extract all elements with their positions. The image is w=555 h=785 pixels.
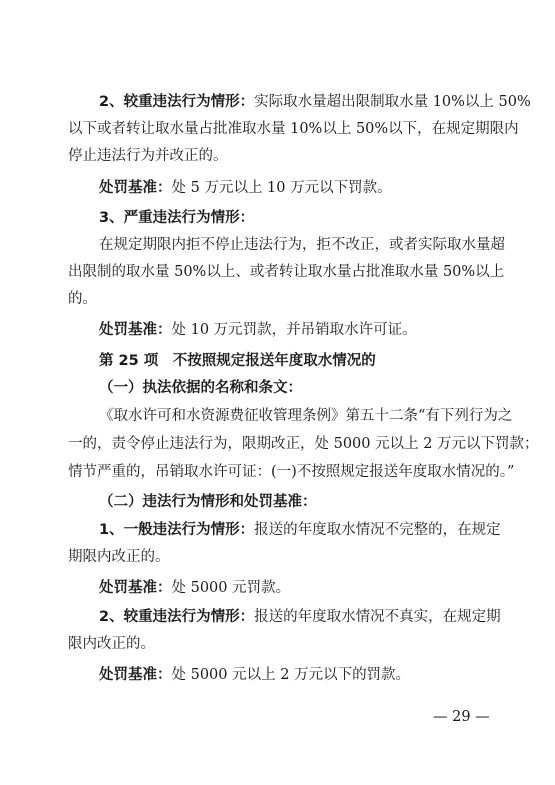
text-line (99, 607, 501, 627)
text-line (68, 119, 519, 139)
text-line (68, 462, 515, 482)
line-text: 实际取水量超出限制取水量 10%以上 50% (254, 94, 531, 110)
section-heading (99, 492, 317, 512)
text-line (99, 208, 254, 228)
page-number: — 29 — (433, 709, 490, 725)
line-text: 处 5000 元罚款。 (171, 580, 291, 596)
line-text: 处 5 万元以上 10 万元以下罚款。 (171, 180, 392, 196)
line-text: 处 5000 元以上 2 万元以下的罚款。 (171, 667, 411, 683)
text-line (68, 547, 170, 567)
line-text: 出限制的取水量 50%以上、或者转让取水量占批准取水量 50%以上 (68, 264, 505, 280)
text-line (99, 92, 531, 112)
text-line (99, 406, 513, 426)
subsection-heading: （一）执法依据的名称和条文： (99, 380, 302, 396)
line-text: 停止违法行为并改正的。 (68, 148, 228, 164)
text-line (68, 434, 539, 454)
text-line (99, 665, 410, 685)
line-text: 期限内改正的。 (68, 549, 170, 565)
bold-label: 处罚基准： (99, 580, 172, 596)
bold-label: 3、严重违法行为情形： (99, 210, 255, 226)
section-heading (99, 378, 302, 398)
item-heading: 第 25 项 不按照规定报送年度取水情况的 (99, 353, 376, 369)
text-line (68, 146, 228, 166)
text-line (99, 320, 417, 340)
line-text: 以下或者转让取水量占批准取水量 10%以上 50%以下，在规定期限内 (68, 121, 519, 137)
text-line (99, 235, 505, 255)
line-text: 的。 (68, 291, 97, 307)
line-text: 报送的年度取水情况不完整的，在规定 (254, 522, 501, 538)
line-text: 一的，责令停止违法行为，限期改正，处 5000 元以上 2 万元以下罚款； (68, 436, 539, 452)
text-line (68, 262, 505, 282)
section-heading (99, 351, 376, 371)
text-line (68, 634, 155, 654)
text-line (99, 178, 392, 198)
text-line (68, 289, 97, 309)
subsection-heading: （二）违法行为情形和处罚基准： (99, 494, 317, 510)
text-line (99, 578, 290, 598)
bold-label: 2、较重违法行为情形： (99, 94, 255, 110)
bold-label: 2、较重违法行为情形： (99, 609, 255, 625)
bold-label: 处罚基准： (99, 667, 172, 683)
bold-label: 处罚基准： (99, 180, 172, 196)
line-text: 《取水许可和水资源费征收管理条例》第五十二条“有下列行为之 (99, 408, 513, 424)
line-text: 限内改正的。 (68, 636, 155, 652)
line-text: 处 10 万元罚款，并吊销取水许可证。 (171, 322, 417, 338)
text-line (99, 520, 501, 540)
bold-label: 1、一般违法行为情形： (99, 522, 255, 538)
line-text: 情节严重的，吊销取水许可证：(一)不按照规定报送年度取水情况的。” (68, 464, 515, 480)
bold-label: 处罚基准： (99, 322, 172, 338)
line-text: 报送的年度取水情况不真实，在规定期 (254, 609, 501, 625)
line-text: 在规定期限内拒不停止违法行为，拒不改正，或者实际取水量超 (99, 237, 505, 253)
